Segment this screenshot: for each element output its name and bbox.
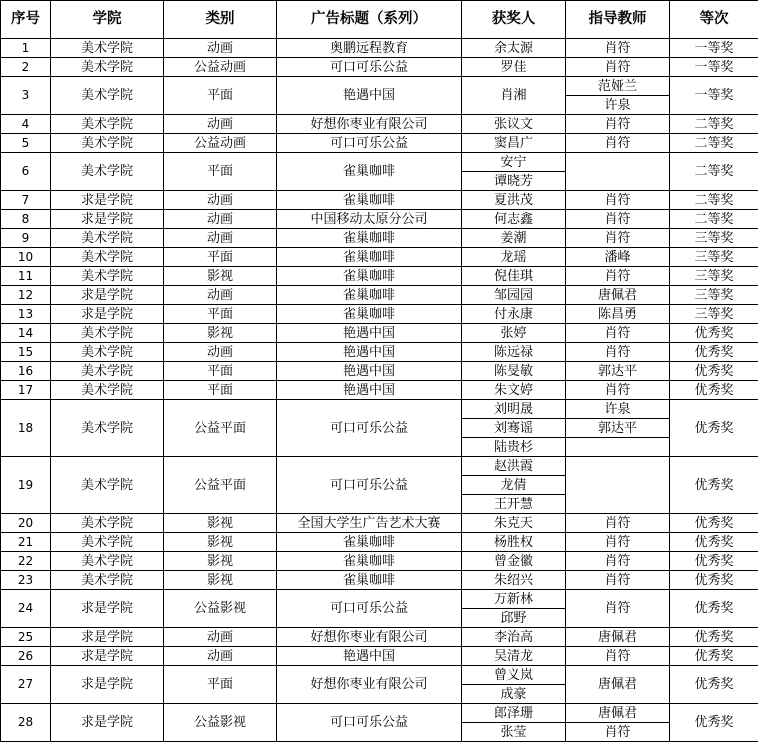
college-cell: 美术学院: [51, 381, 164, 400]
advisor-cell: 肖符: [566, 552, 670, 571]
category-cell: 平面: [164, 362, 277, 381]
table-row: [1, 267, 758, 286]
advisor-cell: 肖符: [566, 533, 670, 552]
row-number-cell: 19: [1, 457, 51, 514]
ad-title-cell: 雀巢咖啡: [277, 552, 462, 571]
rank-cell: 一等奖: [670, 58, 758, 77]
row-number-cell: 13: [1, 305, 51, 324]
advisor-cell: 肖符: [566, 571, 670, 590]
table-row: [1, 552, 758, 571]
ad-title-cell: 好想你枣业有限公司: [277, 115, 462, 134]
row-number-cell: 24: [1, 590, 51, 628]
ad-title-cell: 艳遇中国: [277, 381, 462, 400]
winner-cell: 刘骞谣: [462, 419, 566, 438]
rank-cell: 优秀奖: [670, 457, 758, 514]
category-cell: 公益影视: [164, 590, 277, 628]
winner-cell: 邱野: [462, 609, 566, 628]
ad-title-cell: 好想你枣业有限公司: [277, 666, 462, 704]
row-number-cell: 10: [1, 248, 51, 267]
table-body: [1, 39, 758, 742]
rank-cell: 优秀奖: [670, 362, 758, 381]
college-cell: 美术学院: [51, 77, 164, 115]
winner-cell: 龙瑶: [462, 248, 566, 267]
rank-cell: 二等奖: [670, 191, 758, 210]
advisor-cell: 肖符: [566, 381, 670, 400]
ad-title-cell: 可口可乐公益: [277, 457, 462, 514]
ad-title-cell: 雀巢咖啡: [277, 305, 462, 324]
rank-cell: 二等奖: [670, 115, 758, 134]
header-cell: 序号: [1, 1, 51, 39]
winner-cell: 陈远禄: [462, 343, 566, 362]
category-cell: 公益动画: [164, 134, 277, 153]
category-cell: 动画: [164, 115, 277, 134]
winner-cell: 杨胜权: [462, 533, 566, 552]
table-row: [1, 647, 758, 666]
rank-cell: 优秀奖: [670, 647, 758, 666]
category-cell: 动画: [164, 628, 277, 647]
advisor-cell: [566, 457, 670, 514]
college-cell: 美术学院: [51, 571, 164, 590]
rank-cell: 优秀奖: [670, 381, 758, 400]
row-number-cell: 8: [1, 210, 51, 229]
table-row: [1, 381, 758, 400]
category-cell: 平面: [164, 666, 277, 704]
winner-cell: 曾义岚: [462, 666, 566, 685]
college-cell: 求是学院: [51, 628, 164, 647]
rank-cell: 三等奖: [670, 248, 758, 267]
winner-cell: 万新林: [462, 590, 566, 609]
row-number-cell: 16: [1, 362, 51, 381]
winner-cell: 陈旻敏: [462, 362, 566, 381]
college-cell: 美术学院: [51, 134, 164, 153]
table-row: [1, 400, 758, 419]
college-cell: 求是学院: [51, 647, 164, 666]
ad-title-cell: 艳遇中国: [277, 77, 462, 115]
table-row: [1, 514, 758, 533]
ad-title-cell: 艳遇中国: [277, 362, 462, 381]
college-cell: 美术学院: [51, 343, 164, 362]
category-cell: 动画: [164, 191, 277, 210]
ad-title-cell: 雀巢咖啡: [277, 533, 462, 552]
header-cell: 学院: [51, 1, 164, 39]
college-cell: 求是学院: [51, 210, 164, 229]
ad-title-cell: 艳遇中国: [277, 647, 462, 666]
ad-title-cell: 艳遇中国: [277, 343, 462, 362]
row-number-cell: 14: [1, 324, 51, 343]
table-row: [1, 571, 758, 590]
advisor-cell: [566, 438, 670, 457]
college-cell: 求是学院: [51, 191, 164, 210]
advisor-cell: 许泉: [566, 400, 670, 419]
rank-cell: 三等奖: [670, 229, 758, 248]
college-cell: 求是学院: [51, 704, 164, 742]
advisor-cell: 肖符: [566, 647, 670, 666]
college-cell: 求是学院: [51, 666, 164, 704]
table-row: [1, 590, 758, 609]
row-number-cell: 22: [1, 552, 51, 571]
ad-title-cell: 雀巢咖啡: [277, 153, 462, 191]
category-cell: 影视: [164, 552, 277, 571]
winner-cell: 肖湘: [462, 77, 566, 115]
category-cell: 动画: [164, 343, 277, 362]
winner-cell: 夏洪茂: [462, 191, 566, 210]
category-cell: 动画: [164, 39, 277, 58]
winner-cell: 吴清龙: [462, 647, 566, 666]
category-cell: 平面: [164, 77, 277, 115]
rank-cell: 二等奖: [670, 153, 758, 191]
winner-cell: 朱文婷: [462, 381, 566, 400]
row-number-cell: 27: [1, 666, 51, 704]
table-row: [1, 229, 758, 248]
college-cell: 求是学院: [51, 305, 164, 324]
advisor-cell: 肖符: [566, 39, 670, 58]
table-row: [1, 115, 758, 134]
winner-cell: 郎泽珊: [462, 704, 566, 723]
advisor-cell: 许泉: [566, 96, 670, 115]
winner-cell: 曾金徽: [462, 552, 566, 571]
category-cell: 动画: [164, 286, 277, 305]
ad-title-cell: 可口可乐公益: [277, 134, 462, 153]
table-row: [1, 704, 758, 723]
winner-cell: 朱绍兴: [462, 571, 566, 590]
winner-cell: 成豪: [462, 685, 566, 704]
college-cell: 美术学院: [51, 115, 164, 134]
advisor-cell: 肖符: [566, 267, 670, 286]
winner-cell: 张议文: [462, 115, 566, 134]
college-cell: 美术学院: [51, 552, 164, 571]
row-number-cell: 15: [1, 343, 51, 362]
category-cell: 影视: [164, 267, 277, 286]
winner-cell: 张莹: [462, 723, 566, 742]
ad-title-cell: 可口可乐公益: [277, 704, 462, 742]
category-cell: 平面: [164, 381, 277, 400]
row-number-cell: 26: [1, 647, 51, 666]
college-cell: 美术学院: [51, 229, 164, 248]
winner-cell: 何志鑫: [462, 210, 566, 229]
advisor-cell: 肖符: [566, 191, 670, 210]
row-number-cell: 4: [1, 115, 51, 134]
winner-cell: 王开慧: [462, 495, 566, 514]
rank-cell: 优秀奖: [670, 571, 758, 590]
advisor-cell: 肖符: [566, 324, 670, 343]
college-cell: 美术学院: [51, 457, 164, 514]
rank-cell: 优秀奖: [670, 666, 758, 704]
winner-cell: 罗佳: [462, 58, 566, 77]
row-number-cell: 9: [1, 229, 51, 248]
category-cell: 动画: [164, 229, 277, 248]
winner-cell: 付永康: [462, 305, 566, 324]
category-cell: 动画: [164, 210, 277, 229]
winner-cell: 陆贵杉: [462, 438, 566, 457]
row-number-cell: 25: [1, 628, 51, 647]
winner-cell: 刘明晟: [462, 400, 566, 419]
header-cell: 获奖人: [462, 1, 566, 39]
rank-cell: 二等奖: [670, 210, 758, 229]
rank-cell: 优秀奖: [670, 343, 758, 362]
college-cell: 美术学院: [51, 362, 164, 381]
header-cell: 类别: [164, 1, 277, 39]
rank-cell: 二等奖: [670, 134, 758, 153]
row-number-cell: 2: [1, 58, 51, 77]
ad-title-cell: 可口可乐公益: [277, 400, 462, 457]
header-cell: 等次: [670, 1, 758, 39]
college-cell: 美术学院: [51, 324, 164, 343]
ad-title-cell: 可口可乐公益: [277, 590, 462, 628]
rank-cell: 一等奖: [670, 39, 758, 58]
ad-title-cell: 雀巢咖啡: [277, 267, 462, 286]
category-cell: 影视: [164, 324, 277, 343]
category-cell: 影视: [164, 571, 277, 590]
advisor-cell: 唐佩君: [566, 286, 670, 305]
college-cell: 求是学院: [51, 286, 164, 305]
winner-cell: 龙倩: [462, 476, 566, 495]
table-row: [1, 305, 758, 324]
table-row: [1, 191, 758, 210]
ad-title-cell: 雀巢咖啡: [277, 229, 462, 248]
row-number-cell: 6: [1, 153, 51, 191]
table-row: [1, 533, 758, 552]
row-number-cell: 12: [1, 286, 51, 305]
table-row: [1, 39, 758, 58]
category-cell: 公益动画: [164, 58, 277, 77]
advisor-cell: 郭达平: [566, 362, 670, 381]
table-row: [1, 343, 758, 362]
college-cell: 美术学院: [51, 400, 164, 457]
advisor-cell: 郭达平: [566, 419, 670, 438]
category-cell: 平面: [164, 305, 277, 324]
ad-title-cell: 全国大学生广告艺术大赛: [277, 514, 462, 533]
advisor-cell: 唐佩君: [566, 628, 670, 647]
ad-title-cell: 雀巢咖啡: [277, 191, 462, 210]
college-cell: 美术学院: [51, 58, 164, 77]
table-row: [1, 628, 758, 647]
advisor-cell: 肖符: [566, 343, 670, 362]
row-number-cell: 18: [1, 400, 51, 457]
ad-title-cell: 艳遇中国: [277, 324, 462, 343]
college-cell: 美术学院: [51, 39, 164, 58]
advisor-cell: 潘峰: [566, 248, 670, 267]
rank-cell: 三等奖: [670, 305, 758, 324]
ad-title-cell: 中国移动太原分公司: [277, 210, 462, 229]
ad-title-cell: 雀巢咖啡: [277, 571, 462, 590]
rank-cell: 优秀奖: [670, 533, 758, 552]
table-row: [1, 286, 758, 305]
category-cell: 平面: [164, 153, 277, 191]
rank-cell: 优秀奖: [670, 324, 758, 343]
rank-cell: 一等奖: [670, 77, 758, 115]
advisor-cell: 肖符: [566, 723, 670, 742]
advisor-cell: 肖符: [566, 134, 670, 153]
row-number-cell: 3: [1, 77, 51, 115]
advisor-cell: 范娅兰: [566, 77, 670, 96]
rank-cell: 优秀奖: [670, 514, 758, 533]
rank-cell: 优秀奖: [670, 704, 758, 742]
winner-cell: 姜潮: [462, 229, 566, 248]
winner-cell: 邹园园: [462, 286, 566, 305]
ad-title-cell: 奥鹏远程教育: [277, 39, 462, 58]
advisor-cell: [566, 153, 670, 191]
advisor-cell: 肖符: [566, 229, 670, 248]
table-row: [1, 362, 758, 381]
header-cell: 广告标题（系列）: [277, 1, 462, 39]
college-cell: 美术学院: [51, 267, 164, 286]
category-cell: 公益平面: [164, 457, 277, 514]
winner-cell: 张婷: [462, 324, 566, 343]
advisor-cell: 唐佩君: [566, 666, 670, 704]
row-number-cell: 7: [1, 191, 51, 210]
table-row: [1, 457, 758, 476]
category-cell: 平面: [164, 248, 277, 267]
header-cell: 指导教师: [566, 1, 670, 39]
college-cell: 美术学院: [51, 153, 164, 191]
ad-title-cell: 好想你枣业有限公司: [277, 628, 462, 647]
category-cell: 公益平面: [164, 400, 277, 457]
table-row: [1, 77, 758, 96]
rank-cell: 优秀奖: [670, 590, 758, 628]
ad-title-cell: 雀巢咖啡: [277, 248, 462, 267]
table-row: [1, 324, 758, 343]
winner-cell: 倪佳琪: [462, 267, 566, 286]
header-row: [1, 1, 758, 39]
category-cell: 影视: [164, 533, 277, 552]
row-number-cell: 28: [1, 704, 51, 742]
table-row: [1, 666, 758, 685]
winner-cell: 赵洪霞: [462, 457, 566, 476]
row-number-cell: 17: [1, 381, 51, 400]
table-row: [1, 134, 758, 153]
table-row: [1, 153, 758, 172]
ad-title-cell: 雀巢咖啡: [277, 286, 462, 305]
advisor-cell: 陈昌勇: [566, 305, 670, 324]
rank-cell: 优秀奖: [670, 400, 758, 457]
rank-cell: 三等奖: [670, 267, 758, 286]
ad-title-cell: 可口可乐公益: [277, 58, 462, 77]
row-number-cell: 21: [1, 533, 51, 552]
row-number-cell: 1: [1, 39, 51, 58]
table-row: [1, 58, 758, 77]
college-cell: 美术学院: [51, 514, 164, 533]
rank-cell: 优秀奖: [670, 552, 758, 571]
row-number-cell: 20: [1, 514, 51, 533]
college-cell: 美术学院: [51, 248, 164, 267]
winner-cell: 朱克天: [462, 514, 566, 533]
row-number-cell: 5: [1, 134, 51, 153]
winner-cell: 窦昌广: [462, 134, 566, 153]
advisor-cell: 肖符: [566, 514, 670, 533]
category-cell: 影视: [164, 514, 277, 533]
table-row: [1, 210, 758, 229]
advisor-cell: 肖符: [566, 210, 670, 229]
advisor-cell: 肖符: [566, 590, 670, 628]
row-number-cell: 11: [1, 267, 51, 286]
winner-cell: 安宁: [462, 153, 566, 172]
college-cell: 求是学院: [51, 590, 164, 628]
rank-cell: 三等奖: [670, 286, 758, 305]
category-cell: 动画: [164, 647, 277, 666]
winner-cell: 李治高: [462, 628, 566, 647]
advisor-cell: 肖符: [566, 58, 670, 77]
winner-cell: 余太源: [462, 39, 566, 58]
college-cell: 美术学院: [51, 533, 164, 552]
row-number-cell: 23: [1, 571, 51, 590]
winner-cell: 谭晓芳: [462, 172, 566, 191]
advisor-cell: 唐佩君: [566, 704, 670, 723]
advisor-cell: 肖符: [566, 115, 670, 134]
table-row: [1, 248, 758, 267]
rank-cell: 优秀奖: [670, 628, 758, 647]
category-cell: 公益影视: [164, 704, 277, 742]
